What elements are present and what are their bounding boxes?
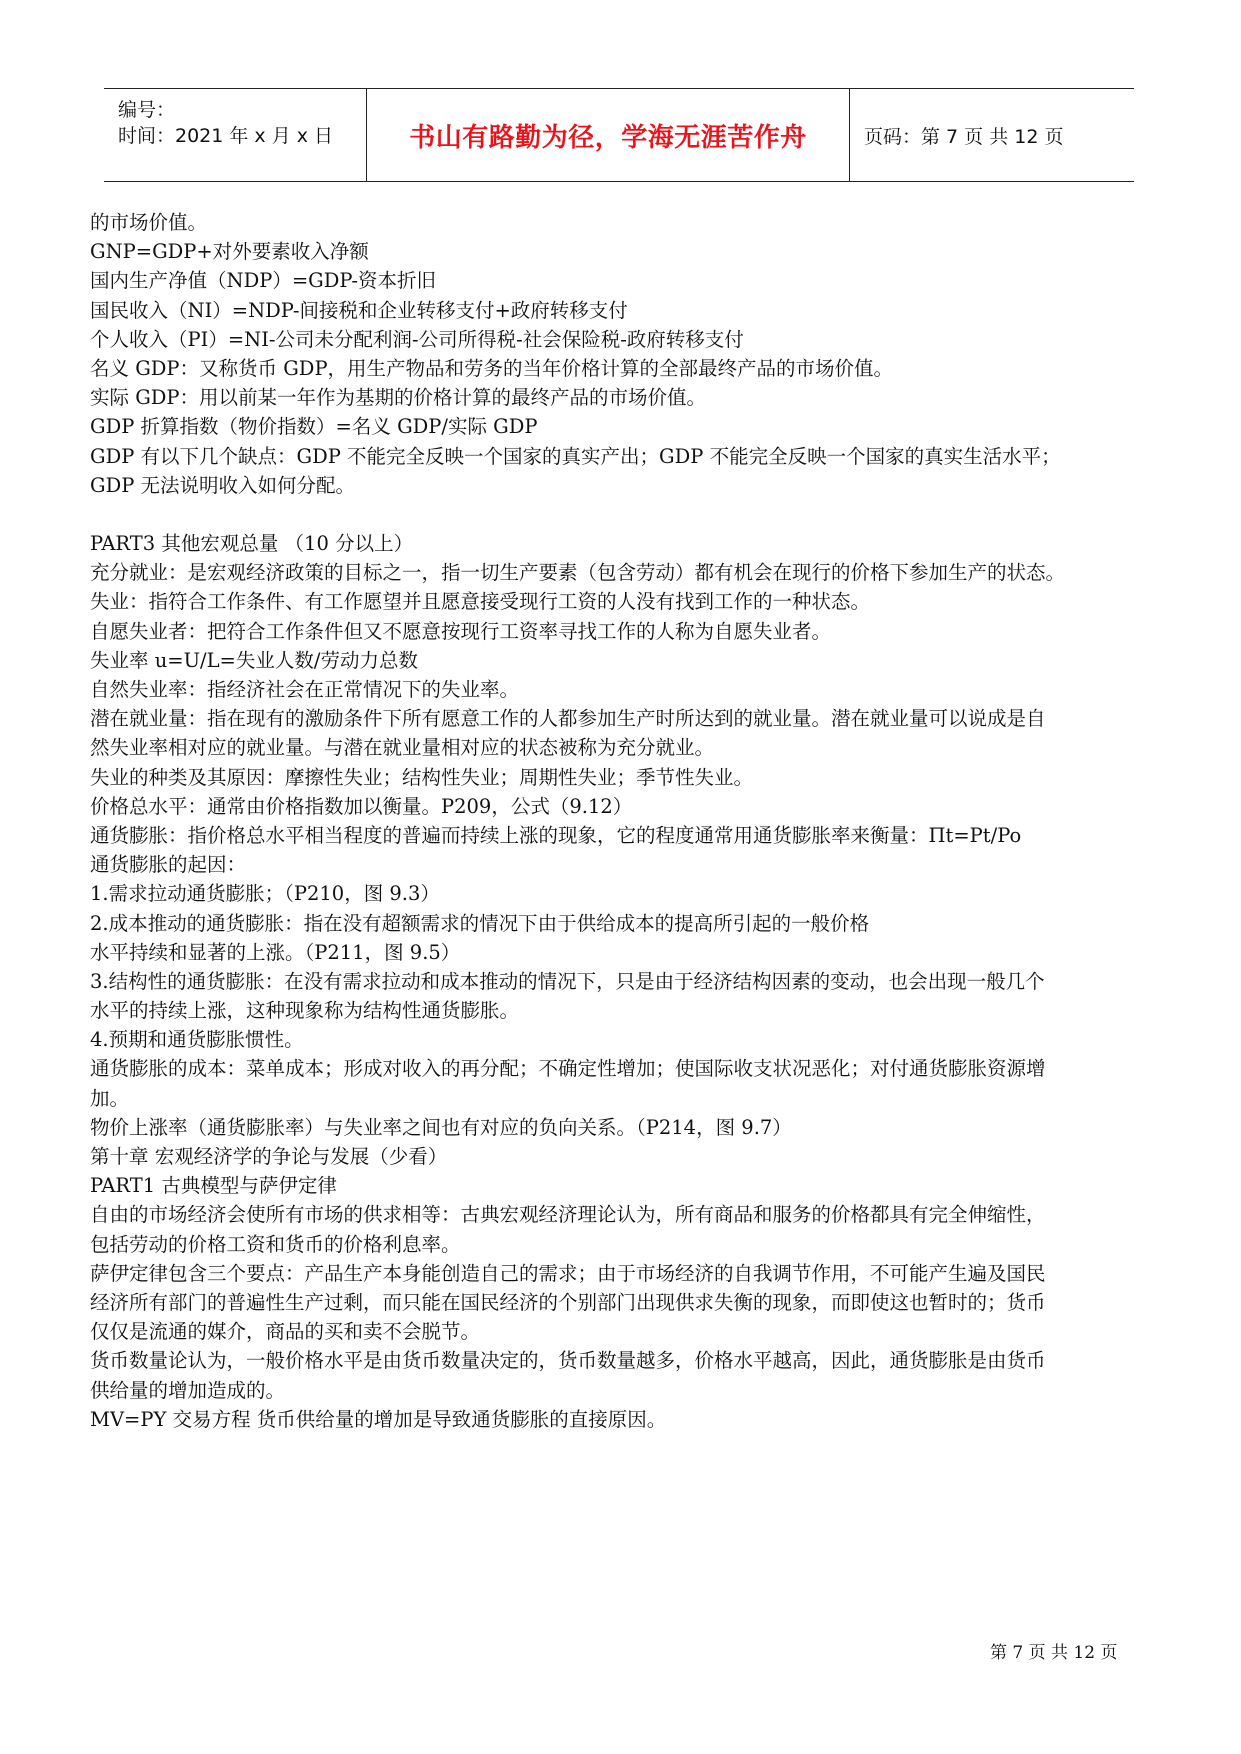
header-middle-cell: [366, 89, 850, 181]
text-line: PART3 其他宏观总量 （10 分以上）: [90, 532, 414, 556]
text-line: 货币数量论认为，一般价格水平是由货币数量决定的，货币数量越多，价格水平越高，因此，通货膨胀是由货币: [90, 1349, 1046, 1373]
text-line: 失业的种类及其原因：摩擦性失业；结构性失业；周期性失业；季节性失业。: [90, 765, 754, 789]
text-line: GDP 无法说明收入如何分配。: [90, 473, 356, 497]
text-line: 1.需求拉动通货膨胀；（P210，图 9.3）: [90, 882, 440, 906]
text-line: 名义 GDP：又称货币 GDP，用生产物品和劳务的当年价格计算的全部最终产品的市场价值。: [90, 356, 894, 380]
text-line: MV=PY 交易方程 货币供给量的增加是导致通货膨胀的直接原因。: [90, 1407, 667, 1431]
blank-line: [90, 500, 1160, 529]
page-footer: 第 7 页 共 12 页: [990, 1643, 1118, 1663]
text-line: 通货膨胀：指价格总水平相当程度的普遍而持续上涨的现象，它的程度通常用通货膨胀率来衡量：Πt=Pt/Po: [90, 823, 1022, 847]
text-line: 供给量的增加造成的。: [90, 1378, 286, 1402]
page-code: 页码：第 7 页 共 12 页: [864, 125, 1064, 148]
number-label: 编号：: [118, 99, 176, 121]
text-line: 国内生产净值（NDP）=GDP-资本折旧: [90, 269, 437, 293]
text-line: 水平的持续上涨，这种现象称为结构性通货膨胀。: [90, 999, 520, 1023]
time-label: 时间：2021 年 x 月 x 日: [118, 125, 334, 147]
text-line: 通货膨胀的成本：菜单成本；形成对收入的再分配；不确定性增加；使国际收支状况恶化；对付通货膨胀资源增: [90, 1057, 1046, 1081]
text-line: PART1 古典模型与萨伊定律: [90, 1174, 337, 1198]
text-line: 失业率 u=U/L=失业人数/劳动力总数: [90, 648, 418, 672]
motto: 书山有路勤为径，学海无涯苦作舟: [409, 122, 807, 153]
text-line: 的市场价值。: [90, 211, 208, 234]
text-line: 2.成本推动的通货膨胀：指在没有超额需求的情况下由于供给成本的提高所引起的一般价格: [90, 911, 870, 935]
text-line: 自由的市场经济会使所有市场的供求相等：古典宏观经济理论认为，所有商品和服务的价格都具有完全伸缩性，: [90, 1203, 1046, 1227]
text-line: GNP=GDP+对外要素收入净额: [90, 240, 369, 264]
header-right-cell: [850, 89, 1134, 181]
text-line: GDP 折算指数（物价指数）=名义 GDP/实际 GDP: [90, 415, 538, 439]
text-line: 萨伊定律包含三个要点：产品生产本身能创造自己的需求；由于市场经济的自我调节作用，不可能产生遍及国民: [90, 1261, 1046, 1285]
text-line: 水平持续和显著的上涨。（P211，图 9.5）: [90, 940, 461, 964]
header-left-cell: [104, 89, 366, 181]
text-line: 第十章 宏观经济学的争论与发展（少看）: [90, 1145, 448, 1168]
text-line: 国民收入（NI）=NDP-间接税和企业转移支付+政府转移支付: [90, 298, 628, 322]
text-line: 然失业率相对应的就业量。与潜在就业量相对应的状态被称为充分就业。: [90, 736, 715, 760]
text-line: 充分就业：是宏观经济政策的目标之一，指一切生产要素（包含劳动）都有机会在现行的价格下参加生产的状态。: [90, 561, 1066, 585]
text-line: 自然失业率：指经济社会在正常情况下的失业率。: [90, 678, 520, 701]
text-line: 潜在就业量：指在现有的激励条件下所有愿意工作的人都参加生产时所达到的就业量。潜在就业量可以说成是自: [90, 707, 1046, 731]
text-line: 通货膨胀的起因：: [90, 853, 247, 877]
text-line: 失业：指符合工作条件、有工作愿望并且愿意接受现行工资的人没有找到工作的一种状态。: [90, 590, 871, 614]
text-line: 个人收入（PI）=NI-公司未分配利润-公司所得税-社会保险税-政府转移支付: [90, 327, 744, 351]
text-line: GDP 有以下几个缺点：GDP 不能完全反映一个国家的真实产出；GDP 不能完全反映一个国家的真实生活水平；: [90, 444, 1061, 468]
document-header: [104, 88, 1134, 182]
text-line: 包括劳动的价格工资和货币的价格利息率。: [90, 1232, 461, 1256]
text-line: 物价上涨率（通货膨胀率）与失业率之间也有对应的负向关系。（P214，图 9.7）: [90, 1115, 792, 1139]
text-line: 经济所有部门的普遍性生产过剩，而只能在国民经济的个别部门出现供求失衡的现象，而即使这也暂时的；货币: [90, 1290, 1046, 1314]
text-line: 4.预期和通货膨胀惯性。: [90, 1028, 304, 1052]
text-line: 价格总水平：通常由价格指数加以衡量。P209，公式（9.12）: [90, 794, 633, 818]
text-line: 自愿失业者：把符合工作条件但又不愿意按现行工资率寻找工作的人称为自愿失业者。: [90, 619, 832, 643]
text-line: 实际 GDP：用以前某一年作为基期的价格计算的最终产品的市场价值。: [90, 386, 707, 410]
text-line: 3.结构性的通货膨胀：在没有需求拉动和成本推动的情况下，只是由于经济结构因素的变动，也会出现一般几个: [90, 969, 1045, 993]
text-line: 加。: [90, 1086, 130, 1110]
text-line: 仅仅是流通的媒介，商品的买和卖不会脱节。: [90, 1320, 481, 1344]
document-body: [90, 208, 1160, 1434]
